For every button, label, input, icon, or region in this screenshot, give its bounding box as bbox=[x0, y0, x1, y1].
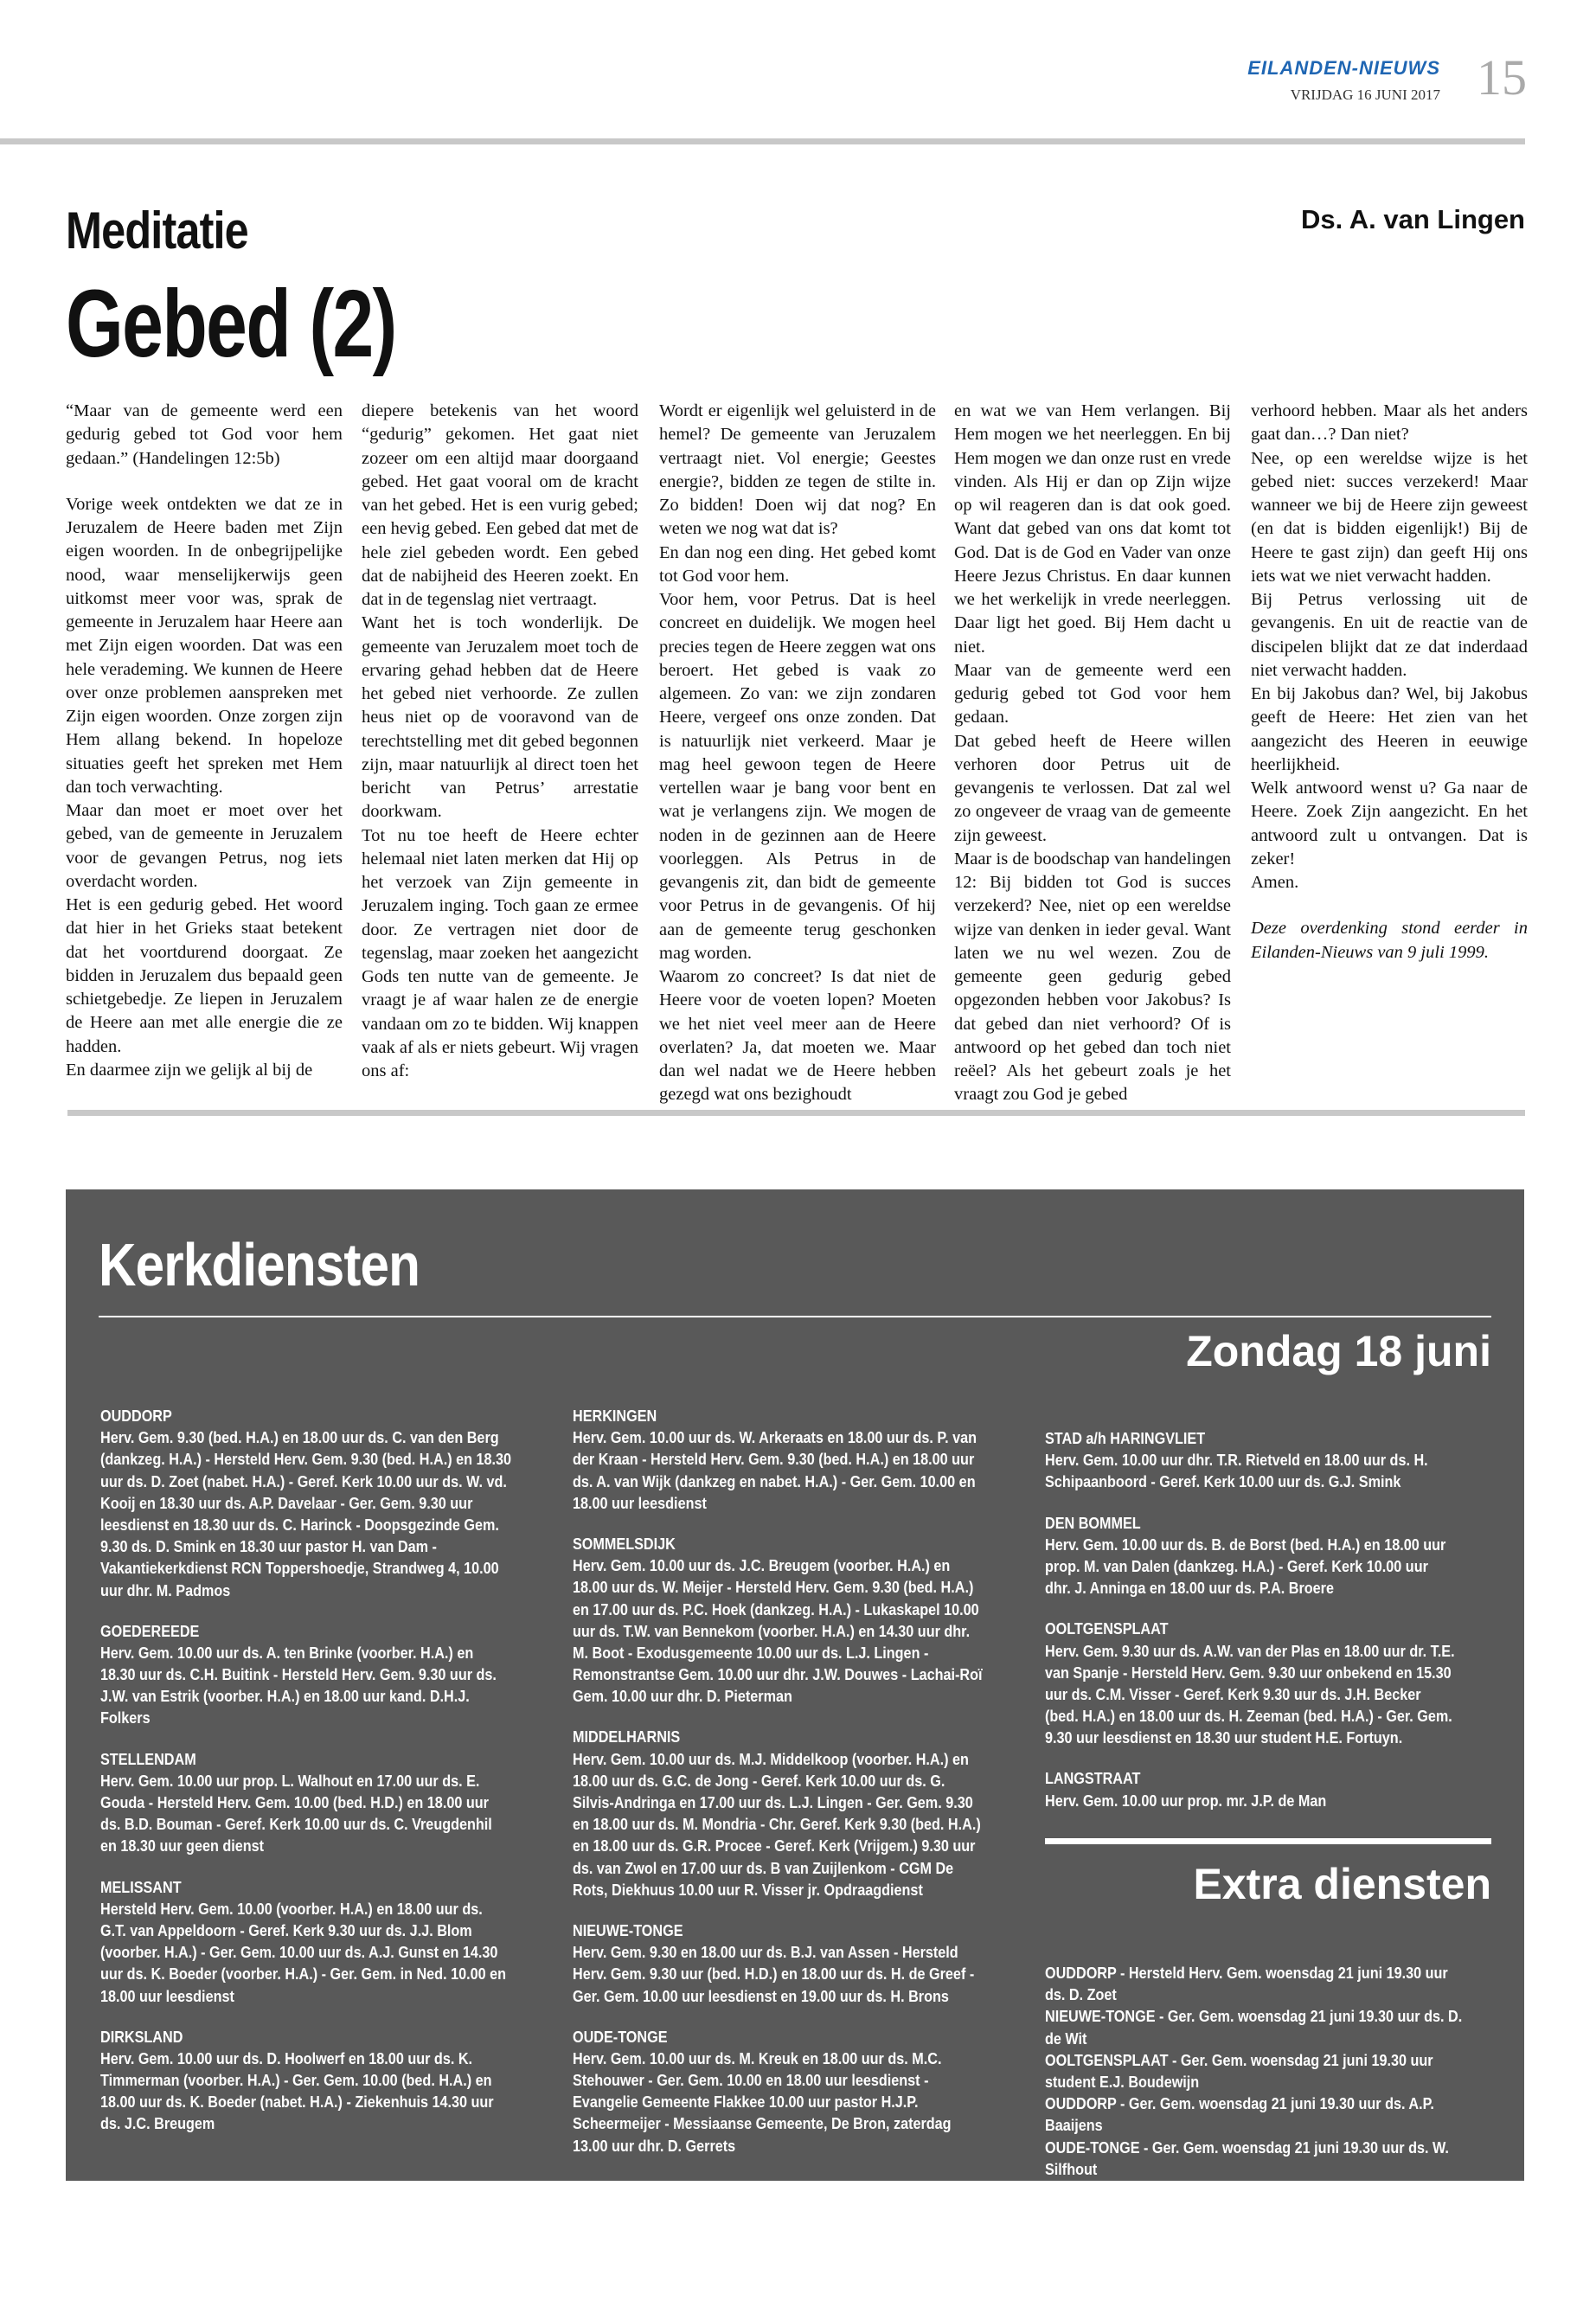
service-text: Herv. Gem. 9.30 uur ds. A.W. van der Plas en 18.00 uur dr. T.E. van Spanje - Hersteld Herv. Gem. 9.30 uur onbekend en 15.30 uur ds. C.M. Visser - Geref. Kerk 9.30 uur ds. J.H. Becker (bed. H.A.) en 18.00 uur ds. H. Zeeman (bed. H.A.) - Ger. Gem. 9.30 uur leesdienst en 18.30 uur student H.E. Fortuyn. bbox=[1045, 1642, 1455, 1747]
service-text: Herv. Gem. 10.00 uur ds. J.C. Breugem (voorber. H.A.) en 18.00 uur ds. W. Meijer - Hersteld Herv. Gem. 9.30 (bed. H.A.) en 17.00 uur ds. P.C. Hoek (dankzeg. H.A.) - Lukaskapel 10.00 uur ds. T.W. van Bennekom (voorber. H.A.) en 14.30 uur dhr. M. Boot - Exodusgemeente 10.00 uur ds. L.J. Lingen - Remonstrantse Gem. 10.00 uur dhr. J.W. Douwes - Lachai-Roï Gem. 10.00 uur dhr. D. Pieterman bbox=[573, 1557, 983, 1706]
service-place: OOLTGENSPLAAT bbox=[1045, 1620, 1169, 1638]
services-column-3 bbox=[1045, 1428, 1456, 1831]
service-block bbox=[573, 1534, 984, 1708]
extra-service-item: OUDDORP - Ger. Gem. woensdag 21 juni 19.30 uur ds. A.P. Baaijens bbox=[1045, 2095, 1434, 2135]
paragraph: En daarmee zijn we gelijk al bij de bbox=[66, 1060, 313, 1080]
service-place: STELLENDAM bbox=[100, 1750, 196, 1768]
paragraph: Waarom zo concreet? Is dat niet de Heere voor de voeten lopen? Moeten we het niet veel meer aan de Heere overlaten? Ja, dat moeten we. Maar dan wel nadat we de Heere hebben gezegd wat ons bezighoudt bbox=[659, 967, 936, 1105]
service-block bbox=[1045, 1513, 1456, 1600]
service-place: HERKINGEN bbox=[573, 1407, 657, 1425]
service-block bbox=[573, 1727, 984, 1901]
paragraph: Welk antwoord wenst u? Ga naar de Heere. Zoek Zijn aangezicht. En het antwoord zult u ontvangen. Dat is zeker! bbox=[1251, 779, 1528, 868]
paragraph: “Maar van de gemeente werd een gedurig gebed tot God voor hem gedaan.” (Handelingen 12:5b) bbox=[66, 401, 343, 468]
paragraph: Wordt er eigenlijk wel geluisterd in de hemel? De gemeente van Jeruzalem vertraagt niet. Vol energie; Geestes energie?, bidden ze tegen de stilte in. Zo bidden! Doen wij dat nog? En weten we nog wat dat is? bbox=[659, 401, 936, 539]
paragraph: Voor hem, voor Petrus. Dat is heel concreet en duidelijk. We mogen heel precies tegen de Heere zeggen wat ons beroert. Het gebed is vaak zo algemeen. Zo van: we zijn zondaren Heere, vergeef ons onze zonden. Dat is natuurlijk niet verkeerd. Maar je mag heel gewoon tegen de Heere vertellen waar je bang voor bent en wat je verlangens zijn. We mogen de noden in de gezinnen aan de Heere voorleggen. Als Petrus in de gevangenis zit, dan bidt de gemeente voor Petrus in de gevangenis. Of hij aan de gemeente terug geschonken mag worden. bbox=[659, 590, 936, 963]
service-text: Hersteld Herv. Gem. 10.00 (voorber. H.A.) en 18.00 uur ds. G.T. van Appeldoorn - Geref. Kerk 9.30 uur ds. J.J. Blom (voorber. H.A.) - Ger. Gem. 10.00 uur ds. A.J. Gunst en 14.30 uur ds. K. Boeder (voorber. H.A.) - Ger. Gem. in Ned. 10.00 en 18.00 uur leesdienst bbox=[100, 1900, 507, 2005]
service-place: LANGSTRAAT bbox=[1045, 1770, 1141, 1788]
service-block bbox=[1045, 1768, 1456, 1811]
kerkdiensten-panel bbox=[66, 1189, 1524, 2181]
service-block bbox=[1045, 1618, 1456, 1749]
service-text: Herv. Gem. 10.00 uur ds. M. Kreuk en 18.00 uur ds. M.C. Stehouwer - Ger. Gem. 10.00 en 18.00 uur leesdienst - Evangelie Gemeente Flakkee 10.00 uur pastor H.J.P. Scheermeijer - Messiaanse Gemeente, De Bron, zaterdag 13.00 uur dhr. D. Gerrets bbox=[573, 2049, 952, 2155]
page-number: 15 bbox=[1477, 49, 1527, 106]
service-block bbox=[100, 1406, 511, 1602]
service-block bbox=[573, 2027, 984, 2157]
sunday-heading: Zondag 18 juni bbox=[1186, 1327, 1491, 1375]
extra-service-item: OUDE-TONGE - Ger. Gem. woensdag 21 juni 19.30 uur ds. W. Silfhout bbox=[1045, 2138, 1449, 2178]
service-text: Herv. Gem. 10.00 uur dhr. T.R. Rietveld en 18.00 uur ds. H. Schipaanboord - Geref. Kerk 10.00 uur ds. G.J. Smink bbox=[1045, 1452, 1428, 1491]
paragraph: Want het is toch wonderlijk. De gemeente van Jeruzalem moet toch de ervaring gehad hebben dat de Heere het gebed niet verhoorde. Ze zullen heus niet op de vooravond van de terechtstelling met dit gebed begonnen zijn, maar natuurlijk al direct toen het bericht van Petrus’ arrestatie doorkwam. bbox=[362, 613, 638, 822]
kerkdiensten-title: Kerkdiensten bbox=[99, 1231, 420, 1298]
service-place: GOEDEREEDE bbox=[100, 1622, 200, 1640]
service-text: Herv. Gem. 10.00 uur ds. D. Hoolwerf en 18.00 uur ds. K. Timmerman (voorber. H.A.) - Ger. Gem. 10.00 (bed. H.A.) en 18.00 uur ds. K. Boeder (nabet. H.A.) - Ziekenhuis 14.30 uur ds. J.C. Breugem bbox=[100, 2049, 494, 2133]
service-block bbox=[573, 1920, 984, 2008]
service-text: Herv. Gem. 10.00 uur prop. L. Walhout en 17.00 uur ds. E. Gouda - Hersteld Herv. Gem. 10.00 (bed. H.D.) en 18.00 uur ds. B.D. Bouman - Geref. Kerk 10.00 uur ds. C. Vreugdenhil en 18.30 uur geen dienst bbox=[100, 1772, 492, 1856]
service-block bbox=[100, 1749, 511, 1858]
paragraph: diepere betekenis van het woord “gedurig” gekomen. Het gaat niet zozeer om een altijd maar doorgaand gebed. Het gaat vooral om de kracht van het gebed. Het is een vurig gebed; een hevig gebed. Een gebed dat met de hele ziel gebeden wordt. Een gebed dat de nabijheid des Heeren zoekt. En dat in de tegenslag niet vertraagt. bbox=[362, 401, 638, 609]
paragraph: Dat gebed heeft de Heere willen verhoren door Petrus uit de gevangenis te verlossen. Dat zal wel zo ongeveer de vraag van de gemeente zijn geweest. bbox=[954, 731, 1231, 845]
newspaper-logo: EILANDEN-NIEUWS bbox=[1247, 57, 1440, 79]
service-place: MIDDELHARNIS bbox=[573, 1728, 681, 1747]
service-text: Herv. Gem. 10.00 uur prop. mr. J.P. de Man bbox=[1045, 1791, 1327, 1810]
service-place: DIRKSLAND bbox=[100, 2028, 183, 2046]
extra-service-item: NIEUWE-TONGE - Ger. Gem. woensdag 21 juni 19.30 uur ds. D. de Wit bbox=[1045, 2008, 1463, 2048]
services-column-1 bbox=[100, 1406, 511, 2155]
service-block bbox=[1045, 1428, 1456, 1494]
top-divider bbox=[0, 138, 1525, 144]
services-column-2 bbox=[573, 1406, 984, 2176]
paragraph: Maar van de gemeente werd een gedurig gebed tot God voor hem gedaan. bbox=[954, 660, 1231, 727]
service-text: Herv. Gem. 10.00 uur ds. M.J. Middelkoop (voorber. H.A.) en 18.00 uur ds. G.C. de Jong - Geref. Kerk 10.00 uur ds. G. Silvis-Andringa en 17.00 uur ds. L.J. Lingen - Ger. Gem. 9.30 en 18.00 uur ds. M. Mondria - Chr. Geref. Kerk 9.30 (bed. H.A.) en 18.00 uur ds. G.R. Procee - Geref. Kerk (Vrijgem.) 9.30 uur ds. van Zwol en 17.00 uur ds. B van Zuijlenkom - CGM De Rots, Diekhuus 10.00 uur R. Visser jr. Opdraagdienst bbox=[573, 1750, 981, 1899]
service-place: DEN BOMMEL bbox=[1045, 1514, 1141, 1532]
extra-service-item: OOLTGENSPLAAT - Ger. Gem. woensdag 21 juni 19.30 uur student E.J. Boudewijn bbox=[1045, 2051, 1433, 2091]
service-place: STAD a/h HARINGVLIET bbox=[1045, 1430, 1206, 1447]
paragraph: Maar dan moet er moet over het gebed, van de gemeente in Jeruzalem voor de gevangen Petrus, nog iets overdacht worden. bbox=[66, 801, 343, 891]
service-place: OUDDORP bbox=[100, 1407, 172, 1425]
service-text: Herv. Gem. 9.30 (bed. H.A.) en 18.00 uur ds. C. van den Berg (dankzeg. H.A.) - Hersteld Herv. Gem. 9.30 (bed. H.A.) en 18.30 uur ds. D. Zoet (nabet. H.A.) - Geref. Kerk 10.00 uur ds. W. vd. Kooij en 18.30 uur ds. A.P. Davelaar - Ger. Gem. 9.30 uur leesdienst en 18.30 uur ds. C. Harinck - Doopsgezinde Gem. 9.30 ds. D. Smink en 18.30 uur pastor H. van Dam - Vakantiekerkdienst RCN Toppershoedje, Strandweg 4, 10.00 uur dhr. M. Padmos bbox=[100, 1429, 512, 1599]
article-column-2 bbox=[362, 400, 638, 1083]
section-divider bbox=[67, 1110, 1525, 1116]
issue-date: VRIJDAG 16 JUNI 2017 bbox=[1290, 87, 1440, 103]
article-footnote: Deze overdenking stond eerder in Eilanden-Nieuws van 9 juli 1999. bbox=[1251, 919, 1528, 962]
service-block bbox=[100, 1621, 511, 1730]
article-column-3 bbox=[659, 400, 936, 1107]
extra-divider bbox=[1045, 1838, 1491, 1844]
paragraph: verhoord hebben. Maar als het anders gaat dan…? Dan niet? bbox=[1251, 401, 1528, 445]
article-column-1 bbox=[66, 400, 343, 1082]
service-place: SOMMELSDIJK bbox=[573, 1535, 676, 1553]
paragraph: En dan nog een ding. Het gebed komt tot God voor hem. bbox=[659, 542, 936, 586]
service-block bbox=[100, 2027, 511, 2136]
paragraph: En bij Jakobus dan? Wel, bij Jakobus geeft de Heere: Het zien van het aangezicht des Heeren in eeuwige heerlijkheid. bbox=[1251, 684, 1528, 774]
service-text: Herv. Gem. 10.00 uur ds. B. de Borst (bed. H.A.) en 18.00 uur prop. M. van Dalen (dankzeg. H.A.) - Geref. Kerk 10.00 uur dhr. J. Anninga en 18.00 uur ds. P.A. Broere bbox=[1045, 1535, 1446, 1598]
article-headline: Gebed (2) bbox=[66, 271, 396, 377]
service-place: MELISSANT bbox=[100, 1878, 182, 1896]
paragraph: Nee, op een wereldse wijze is het gebed niet: succes verzekerd! Maar wanneer we bij de Heere zijn geweest (en dat is bidden eigenlijk!) Bij de Heere te gast zijn) dan geeft Hij ons iets wat we niet verwacht hadden. bbox=[1251, 448, 1528, 586]
paragraph: Maar is de boodschap van handelingen 12: Bij bidden tot God is succes verzekerd? Nee, niet op een wereldse wijze van denken in ieder geval. Want laten we nu wel wezen. Zou de gemeente geen gedurig gebed opgezonden hebben voor Jakobus? Is dat gebed dan niet verhoord? Of is antwoord op het gebed dan toch niet reëel? Als het gebeurt zoals je het vraagt zou God je gebed bbox=[954, 849, 1231, 1105]
rubric-label: Meditatie bbox=[66, 202, 248, 260]
panel-divider bbox=[99, 1316, 1491, 1317]
extra-services-list bbox=[1045, 1963, 1465, 2181]
article-column-4 bbox=[954, 400, 1231, 1107]
service-text: Herv. Gem. 10.00 uur ds. W. Arkeraats en 18.00 uur ds. P. van der Kraan - Hersteld Herv. Gem. 9.30 (bed. H.A.) en 18.00 uur ds. A. van Wijk (dankzeg en nabet. H.A.) - Ger. Gem. 10.00 en 18.00 uur leesdienst bbox=[573, 1429, 977, 1512]
paragraph: Vorige week ontdekten we dat ze in Jeruzalem de Heere baden met Zijn eigen woorden. In de onbegrijpelijke nood, waar menselijkerwijs geen uitkomst meer voor was, sprak de gemeente in Jeruzalem haar Heere aan met Zijn eigen woorden. Dat was een hele verademing. We kunnen de Heere over onze problemen aanspreken met Zijn eigen woorden. Onze zorgen zijn Hem allang bekend. In hopeloze situaties geeft het spreken met Hem dan toch verwachting. bbox=[66, 494, 343, 797]
author-byline: Ds. A. van Lingen bbox=[1301, 204, 1525, 234]
paragraph: Tot nu toe heeft de Heere echter helemaal niet laten merken dat Hij op het verzoek van Zijn gemeente in Jeruzalem inging. Toch gaan ze ermee door. Ze vertragen niet door de tegenslag, maar zoeken het aangezicht Gods ten nutte van de gemeente. Je vraagt je af waar halen ze de energie vandaan om zo te bidden. Wij knappen vaak af als er niets gebeurt. Wij vragen ons af: bbox=[362, 825, 638, 1080]
service-place: NIEUWE-TONGE bbox=[573, 1921, 683, 1939]
paragraph: en wat we van Hem verlangen. Bij Hem mogen we het neerleggen. En bij Hem mogen we dan onze rust en vrede vinden. Als Hij er dan op Zijn wijze op wil reageren dan is dat ook goed. Want dat gebed van ons dat komt tot God. Dat is de God en Vader van onze Heere Jezus Christus. En daar kunnen we het werkelijk in vrede neerleggen. Daar ligt het goed. Bij Hem dacht u niet. bbox=[954, 401, 1231, 657]
extra-services-title: Extra diensten bbox=[1193, 1860, 1491, 1908]
extra-service-item: OUDDORP - Hersteld Herv. Gem. woensdag 21 juni 19.30 uur ds. D. Zoet bbox=[1045, 1965, 1448, 2004]
service-text: Herv. Gem. 9.30 en 18.00 uur ds. B.J. van Assen - Hersteld Herv. Gem. 9.30 uur (bed. H.D.) en 18.00 uur ds. H. de Greef - Ger. Gem. 10.00 uur leesdienst en 19.00 uur ds. H. Brons bbox=[573, 1944, 975, 2005]
service-block bbox=[573, 1406, 984, 1515]
service-text: Herv. Gem. 10.00 uur ds. A. ten Brinke (voorber. H.A.) en 18.30 uur ds. C.H. Buitink - Hersteld Herv. Gem. 9.30 uur ds. J.W. van Estrik (voorber. H.A.) en 18.00 uur kand. D.H.J. Folkers bbox=[100, 1644, 497, 1727]
article-column-5 bbox=[1251, 400, 1528, 965]
paragraph: Amen. bbox=[1251, 873, 1299, 892]
service-block bbox=[100, 1877, 511, 2008]
paragraph: Bij Petrus verlossing uit de gevangenis. En uit de reactie van de discipelen blijkt dat ze dat inderdaad niet verwacht hadden. bbox=[1251, 590, 1528, 680]
service-place: OUDE-TONGE bbox=[573, 2028, 668, 2046]
paragraph: Het is een gedurig gebed. Het woord dat hier in het Grieks staat betekent dat het voortdurend doorgaat. Ze bidden in Jeruzalem dus bepaald geen schietgebedje. Ze liepen in Jeruzalem de Heere aan met alle energie die ze hadden. bbox=[66, 895, 343, 1056]
